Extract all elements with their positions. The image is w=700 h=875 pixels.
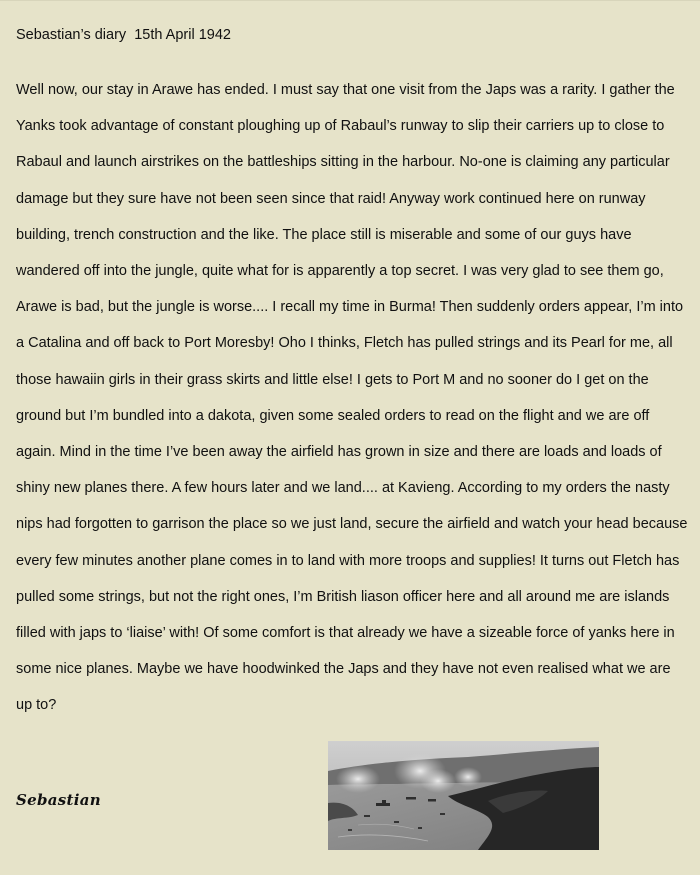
signature: Sebastian [16,791,101,809]
harbour-attack-photo [328,741,599,850]
diary-entry-text: Well now, our stay in Arawe has ended. I must say that one visit from the Japs was a rarity. I gather the Yanks took advantage of constant ploughing up of Rabaul’s runway to slip their carriers up to close to Rabaul and launch airstrikes on the battleships sitting in the harbour. No-one is claiming any particular damage but they sure have not been seen since that raid! Anyway work continued here on runway building, trench construction and the like. The place still is miserable and some of our guys have wandered off into the jungle, quite what for is apparently a top secret. I was very glad to see them go, Arawe is bad, but the jungle is worse.... I recall my time in Burma! Then suddenly orders appear, I’m into a Catalina and off back to Port Moresby! Oho I thinks, Fletch has pulled strings and its Pearl for me, all those hawaiin girls in their grass skirts and little else! I gets to Port M and no sooner do I get on the ground but I’m bundled into a dakota, given some sealed orders to read on the flight and we are off again. Mind in the time I’ve been away the airfield has grown in size and there are loads and loads of shiny new planes there. A few hours later and we land.... at Kavieng. According to my orders the nasty nips had forgotten to garrison the place so we just land, secure the airfield and watch your head because every few minutes another plane comes in to land with more troops and supplies! It turns out Fletch has pulled some strings, but not the right ones, I’m British liason officer here and all around me are islands filled with japs to ‘liaise’ with! Of some comfort is that already we have a sizeable force of yanks here in some nice planes. Maybe we have hoodwinked the Japs and they have not even realised what we are up to? [16,82,688,714]
diary-heading: Sebastian’s diary 15th April 1942 [16,27,231,43]
